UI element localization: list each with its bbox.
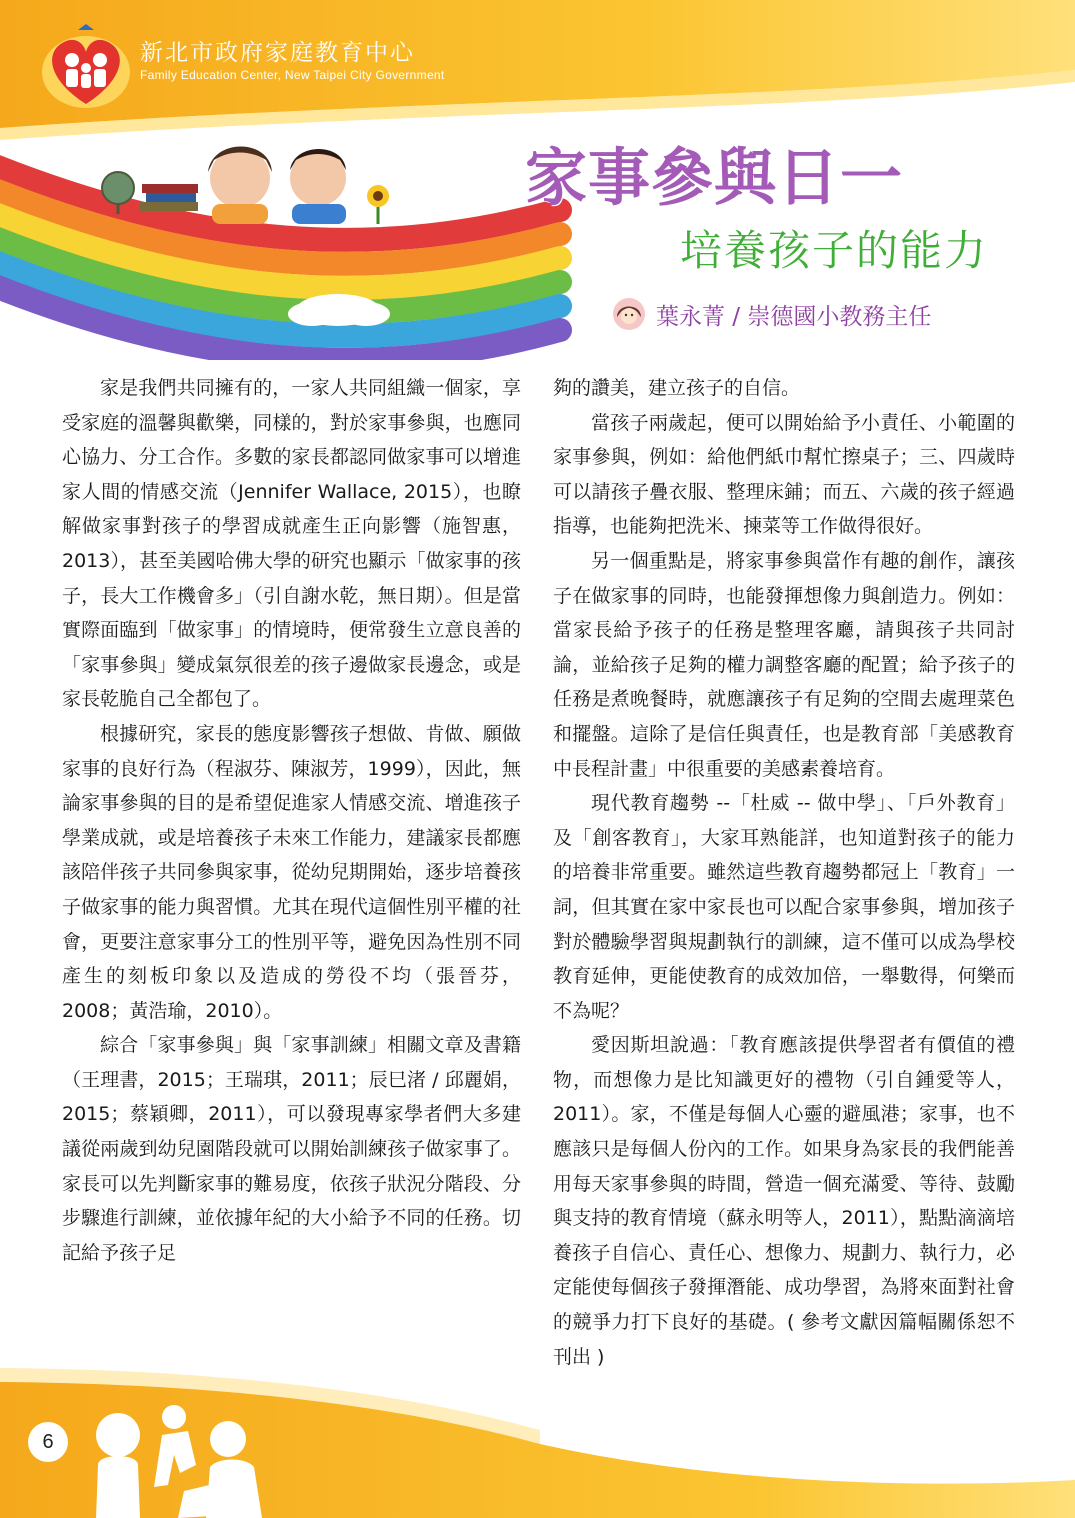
article-subtitle: 培養孩子的能力 [680, 226, 989, 275]
author-avatar-icon [612, 297, 646, 331]
paragraph: 綜合「家事參與」與「家事訓練」相關文章及書籍（王理書，2015；王瑞琪，2011；辰巳渚 / 邱麗娟，2015；蔡穎卿，2011），可以發現專家學者們大多建議從兩歲到幼兒園階段就可以開始訓練孩子做家事了。家長可以先判斷家事的難易度，依孩子狀況分階段、分步驟進行訓練，並依據年紀的大小給予不同的任務。切記給予孩子足 [62, 1034, 521, 1264]
family-silhouette-icon [78, 1395, 318, 1518]
paragraph: 家是我們共同擁有的，一家人共同組織一個家，享受家庭的溫馨與歡樂，同樣的，對於家事參與，也應同心協力、分工合作。多數的家長都認同做家事可以增進家人間的情感交流（Jennifer Wallace, 2015），也瞭解做家事對孩子的學習成就產生正向影響（施智惠，2013），甚至美國哈佛大學的研究也顯示「做家事的孩子，長大工作機會多」（引自謝水乾，無日期）。但是當實際面臨到「做家事」的情境時，便常發生立意良善的「家事參與」變成氣氛很差的孩子邊做家長邊念，或是家長乾脆自己全都包了。 [62, 377, 521, 711]
paragraph-continued: 夠的讚美，建立孩子的自信。 [553, 377, 801, 399]
paragraph: 愛因斯坦說過：「教育應該提供學習者有價值的禮物，而想像力是比知識更好的禮物（引自鍾愛等人，2011）。家，不僅是每個人心靈的避風港；家事，也不應該只是每個人份內的工作。如果身為家長的我們能善用每天家事參與的時間，營造一個充滿愛、等待、鼓勵與支持的教育情境（蘇永明等人，2011），點點滴滴培養孩子自信心、責任心、想像力、規劃力、執行力，必定能使每個孩子發揮潛能、成功學習，為將來面對社會的競爭力打下良好的基礎。( 參考文獻因篇幅關係恕不刊出 ) [553, 1034, 1015, 1368]
paragraph: 根據研究，家長的態度影響孩子想做、肯做、願做家事的良好行為（程淑芬、陳淑芳，1999），因此，無論家事參與的目的是希望促進家人情感交流、增進孩子學業成就，或是培養孩子未來工作能力，建議家長都應該陪伴孩子共同參與家事，從幼兒期開始，逐步培養孩子做家事的能力與習慣。尤其在現代這個性別平權的社會，更要注意家事分工的性別平等，避免因為性別不同產生的刻板印象以及造成的勞役不均（張晉芬，2008；黃浩瑜，2010）。 [62, 722, 521, 1022]
paragraph: 另一個重點是，將家事參與當作有趣的創作，讓孩子在做家事的同時，也能發揮想像力與創造力。例如：當家長給予孩子的任務是整理客廳，請與孩子共同討論，並給孩子足夠的權力調整客廳的配置；給予孩子的任務是煮晚餐時，就應讓孩子有足夠的空間去處理菜色和擺盤。這除了是信任與責任，也是教育部「美感教育中長程計畫」中很重要的美感素養培育。 [553, 549, 1015, 780]
org-name-english: Family Education Center, New Taipei City Government [140, 68, 445, 82]
page-number: 6 [28, 1422, 68, 1462]
body-left-column [62, 371, 521, 1270]
org-name-chinese: 新北市政府家庭教育中心 [140, 40, 415, 66]
article-title: 家事參與日一 [525, 141, 904, 214]
paragraph: 當孩子兩歲起，便可以開始給予小責任、小範圍的家事參與，例如：給他們紙巾幫忙擦桌子；三、四歲時可以請孩子疊衣服、整理床鋪；而五、六歲的孩子經過指導，也能夠把洗米、揀菜等工作做得很好。 [553, 411, 1015, 538]
article-author: 葉永菁 / 崇德國小教務主任 [656, 304, 932, 330]
paragraph: 現代教育趨勢 --「杜威 -- 做中學」、「戶外教育」及「創客教育」，大家耳熟能詳，也知道對孩子的能力的培養非常重要。雖然這些教育趨勢都冠上「教育」一詞，但其實在家中家長也可以配合家事參與，增加孩子對於體驗學習與規劃執行的訓練，這不僅可以成為學校教育延伸，更能使教育的成效加倍，一舉數得，何樂而不為呢？ [553, 792, 1015, 1022]
family-center-logo [38, 22, 134, 112]
body-right-column [553, 371, 1015, 1374]
